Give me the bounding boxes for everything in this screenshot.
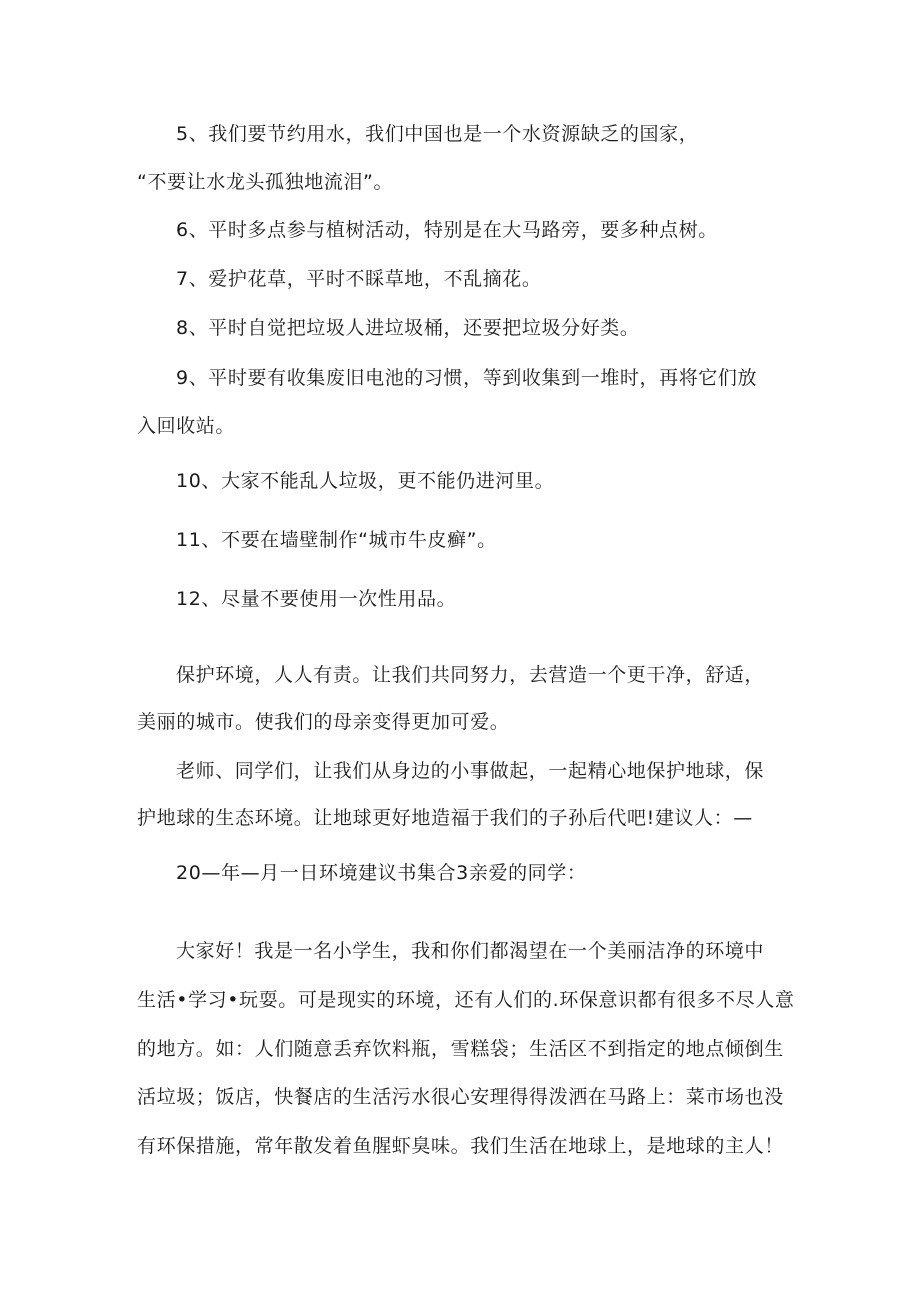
text-line-5-cont: “不要让水龙头孤独地流泪”。 bbox=[137, 171, 394, 193]
paragraph-protect-line-2: 美丽的城市。使我们的母亲变得更加可爱。 bbox=[137, 711, 510, 733]
text-line-9: 9、平时要有收集废旧电池的习惯，等到收集到一堆时，再将它们放 bbox=[176, 367, 758, 389]
letter-line-1: 大家好！我是一名小学生，我和你们都渴望在一个美丽洁净的环境中 bbox=[176, 940, 765, 962]
letter-line-2: 生活•学习•玩耍。可是现实的环境，还有人们的.环保意识都有很多不尽人意 bbox=[137, 989, 795, 1011]
text-line-7: 7、爱护花草，平时不睬草地，不乱摘花。 bbox=[176, 268, 542, 290]
text-line-8: 8、平时自觉把垃圾人进垃圾桶，还要把垃圾分好类。 bbox=[176, 317, 640, 339]
paragraph-teachers-line-2: 护地球的生态环境。让地球更好地造福于我们的子孙后代吧!建议人：— bbox=[137, 807, 753, 829]
text-line-10: 10、大家不能乱人垃圾，更不能仍进河里。 bbox=[176, 470, 555, 492]
text-line-9-cont: 入回收站。 bbox=[137, 415, 236, 437]
text-line-12: 12、尽量不要使用一次性用品。 bbox=[176, 588, 457, 610]
text-line-11: 11、不要在墙壁制作“城市牛皮癣”。 bbox=[176, 529, 497, 551]
text-line-5: 5、我们要节约用水，我们中国也是一个水资源缺乏的国家， bbox=[176, 123, 699, 145]
paragraph-protect-line-1: 保护环境，人人有责。让我们共同努力，去营造一个更干净，舒适， bbox=[176, 664, 765, 686]
letter-line-3: 的地方。如：人们随意丢弃饮料瓶，雪糕袋；生活区不到指定的地点倾倒生 bbox=[137, 1038, 784, 1060]
date-heading-line: 20—年—月一日环境建议书集合3亲爱的同学： bbox=[176, 862, 587, 884]
letter-line-4: 活垃圾；饭店，快餐店的生活污水很心安理得得泼洒在马路上：菜市场也没 bbox=[137, 1086, 784, 1108]
paragraph-teachers-line-1: 老师、同学们，让我们从身边的小事做起，一起精心地保护地球，保 bbox=[176, 760, 765, 782]
text-line-6: 6、平时多点参与植树活动，特别是在大马路旁，要多种点树。 bbox=[176, 219, 718, 241]
letter-line-5: 有环保措施，常年散发着鱼腥虾臭味。我们生活在地球上，是地球的主人！ bbox=[137, 1135, 784, 1157]
